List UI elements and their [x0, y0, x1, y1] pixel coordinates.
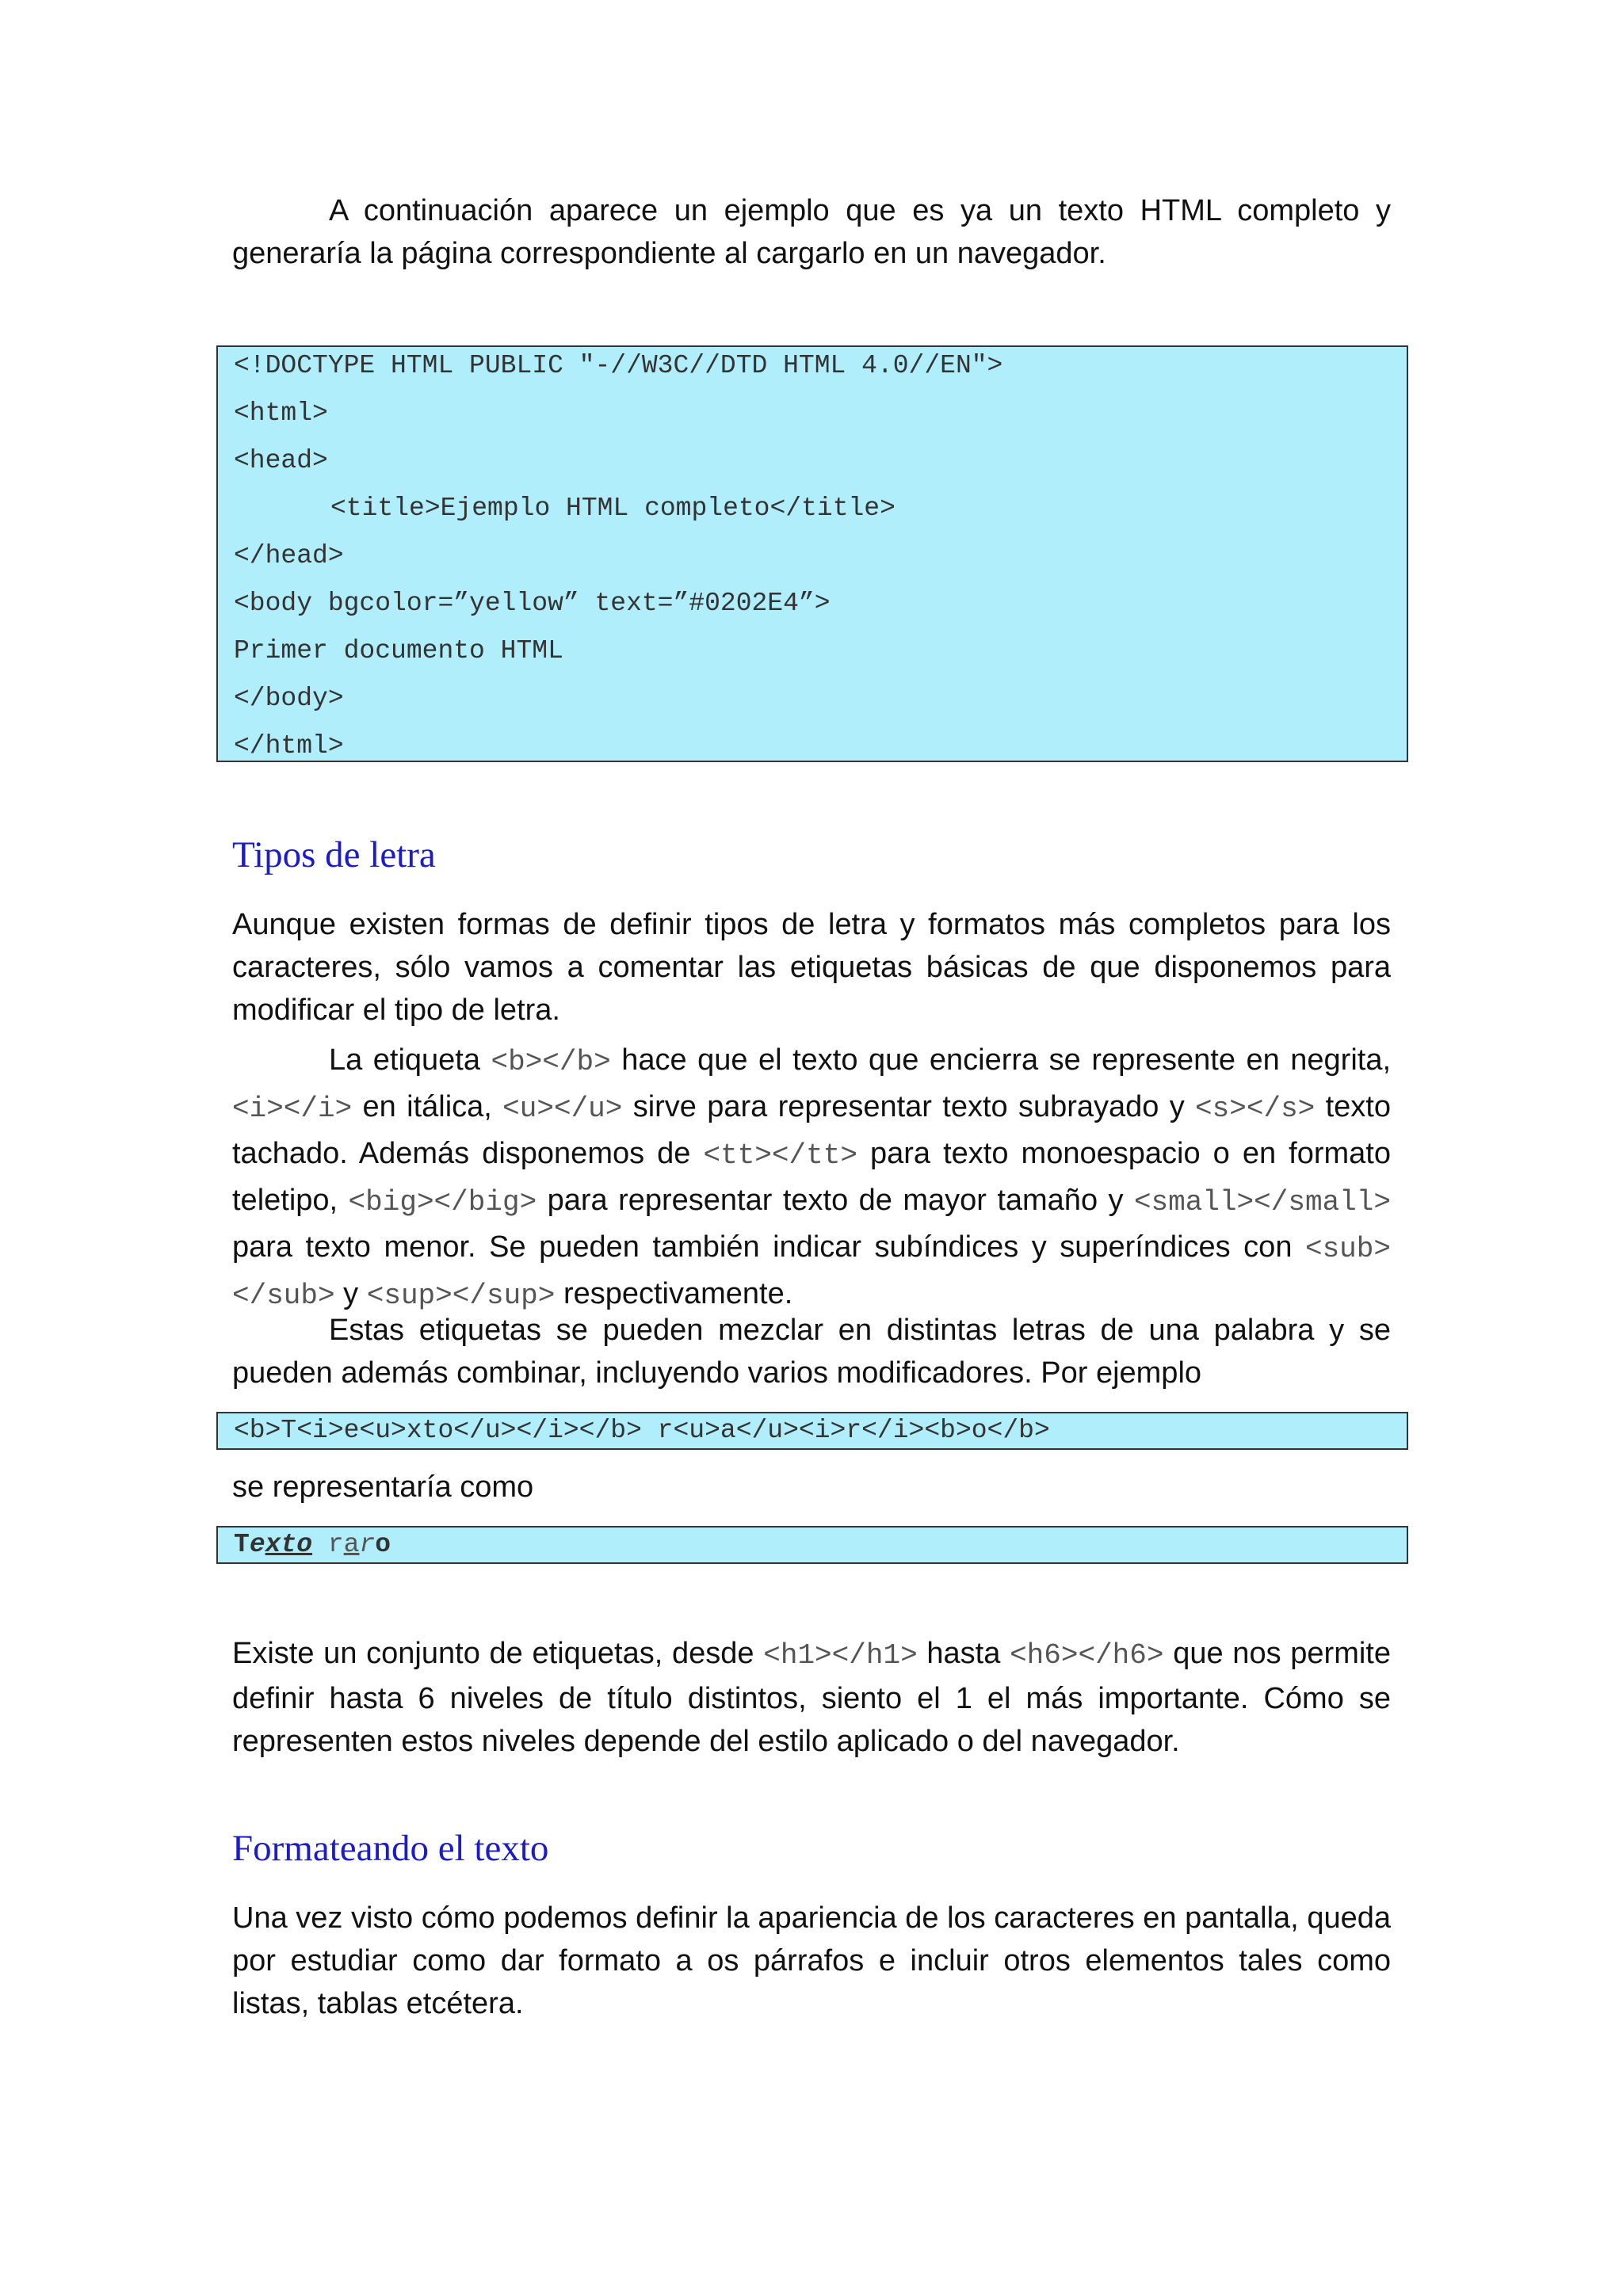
rendered-as-label: se representaría como [232, 1470, 534, 1504]
mixed-tags-code [216, 1412, 1408, 1450]
code-line: <!DOCTYPE HTML PUBLIC "-//W3C//DTD HTML 4.0//EN"> [234, 351, 1003, 380]
tag-code: <h1></h1> [763, 1639, 918, 1672]
html-code-example [216, 345, 1408, 762]
code-line: <head> [234, 446, 328, 475]
code-line: Primer documento HTML [234, 636, 563, 666]
code-line: <body bgcolor=”yellow” text=”#0202E4”> [234, 589, 831, 618]
tag-code: <u></u> [502, 1093, 623, 1125]
tag-code: <sup></sup> [366, 1280, 556, 1312]
tag-code: <b></b> [491, 1046, 611, 1078]
tag-code: <h6></h6> [1010, 1639, 1164, 1672]
rendered-example-box [216, 1526, 1408, 1564]
fonts-paragraph-2: La etiqueta <b></b> hace que el texto que encierra se represente en negrita, <i></i> en itálica, <u></u> sirve para representar texto subrayado y <s></s> texto tachado. Además disponemos de <tt></tt> para texto monoespacio o en formato teletipo, <big></big> para representar texto de mayor tamaño y <small></small> para texto menor. Se pueden también indicar subíndices y superíndices con <sub></sub> y <sup></sup> respectivamente. [232, 1043, 1392, 1312]
fonts-paragraph-3: Estas etiquetas se pueden mezclar en distintas letras de una palabra y se pueden además combinar, incluyendo varios modificadores. Por ejemplo [232, 1314, 1391, 1390]
fonts-paragraph-4: Existe un conjunto de etiquetas, desde <h1></h1> hasta <h6></h6> que nos permite definir hasta 6 niveles de título distintos, siento el 1 el más importante. Cómo se representen estos niveles depende del estilo aplicado o del navegador. [232, 1637, 1391, 1758]
tag-code: <big></big> [348, 1186, 537, 1219]
code-line: <b>T<i>e<u>xto</u></i></b> r<u>a</u><i>r</i><b>o</b> [234, 1416, 1050, 1445]
rendered-example: Texto raro [234, 1530, 391, 1559]
tag-code: <s></s> [1195, 1093, 1316, 1125]
tag-code: <i></i> [232, 1093, 353, 1125]
section-heading-formateando: Formateando el texto [232, 1828, 549, 1869]
tag-code: <tt></tt> [703, 1139, 857, 1172]
section-heading-tipos-de-letra: Tipos de letra [232, 834, 436, 875]
tag-code: <small></small> [1133, 1186, 1391, 1219]
code-line: </body> [234, 684, 344, 713]
tag-code: <sub></sub> [232, 1233, 1391, 1312]
code-line: </html> [234, 731, 344, 761]
code-line: </head> [234, 541, 344, 570]
fonts-paragraph-1: Aunque existen formas de definir tipos de letra y formatos más completos para los caracteres, sólo vamos a comentar las etiquetas básicas de que disponemos para modificar el tipo de letra. [232, 908, 1391, 1027]
format-paragraph-1: Una vez visto cómo podemos definir la apariencia de los caracteres en pantalla, queda por estudiar como dar formato a os párrafos e incluir otros elementos tales como listas, tablas etcétera. [232, 1901, 1391, 2020]
code-line: <title>Ejemplo HTML completo</title> [330, 494, 896, 523]
intro-paragraph: A continuación aparece un ejemplo que es ya un texto HTML completo y generaría la página correspondiente al cargarlo en un navegador. [232, 194, 1391, 270]
code-line: <html> [234, 399, 328, 428]
